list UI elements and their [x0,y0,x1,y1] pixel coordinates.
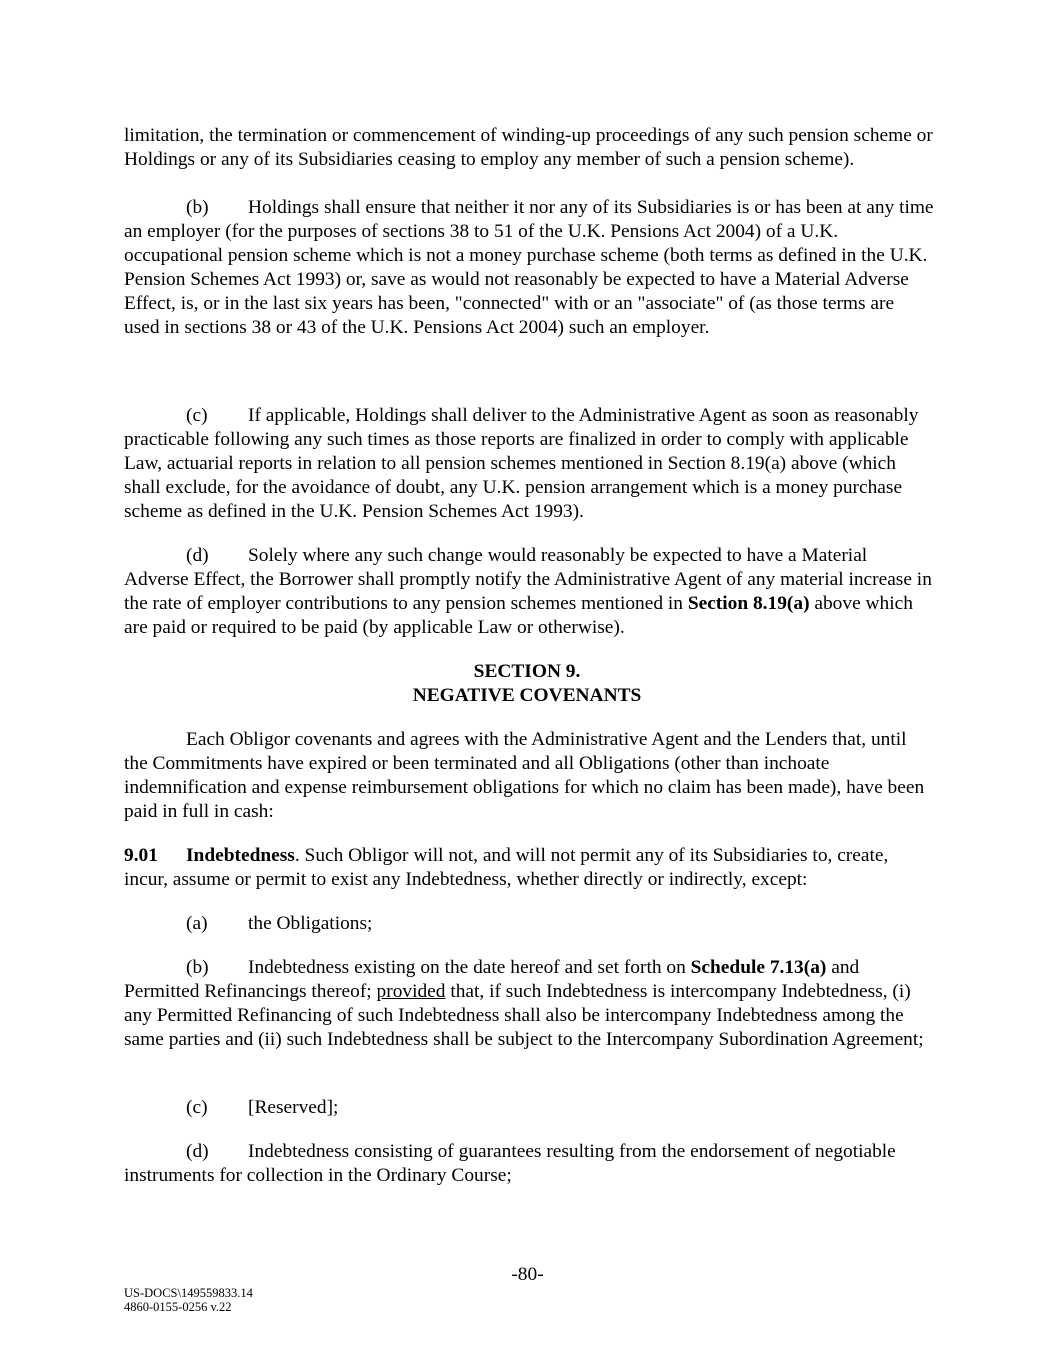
item-a [124,912,934,936]
covenant-intro [124,728,934,824]
subsection-text: . Such Obligor will not, and will not permit any of its Subsidiaries to, create, incur, assume or permit to exist any Indebtedness, whether directly or indirectly, except: [124,845,889,890]
section-heading [124,660,930,708]
paragraph-label: (c) [186,405,208,426]
schedule-reference: Schedule 7.13(a) [690,957,827,978]
item-d [124,1140,934,1188]
item-label: (a) [186,913,208,934]
section-reference: Section 8.19(a) [687,593,810,614]
item-text-end: that, if such Indebtedness is intercompany Indebtedness, (i) any Permitted Refinancing of such Indebtedness shall also be intercompany Indebtedness among the same parties and (ii) such Indebtedness shall be subject to the Intercompany Subordination Agreement; [124,981,924,1050]
item-c [124,1096,934,1120]
item-label: (b) [186,957,209,978]
item-text: the Obligations; [248,913,373,934]
item-b [124,956,934,1052]
subsection-number: 9.01 [124,845,158,866]
item-label: (d) [186,1141,209,1162]
paragraph-text: Holdings shall ensure that neither it nor any of its Subsidiaries is or has been at any time an employer (for the purposes of sections 38 to 51 of the U.K. Pensions Act 2004) of a U.K. occupational pension scheme which is not a money purchase scheme (both terms as defined in the U.K. Pension Schemes Act 1993) or, save as would not reasonably be expected to have a Material Adverse Effect, is, or in the last six years has been, "connected" with or an "associate" of (as those terms are used in sections 38 or 43 of the U.K. Pensions Act 2004) such an employer. [124,197,934,338]
paragraph-text: Solely where any such change would reasonably be expected to have a Material Adverse Effect, the Borrower shall promptly notify the Administrative Agent of any material increase in the rate of employer contributions to any pension schemes mentioned in [124,545,932,614]
provided-term: provided [376,981,446,1002]
continuation-paragraph: limitation, the termination or commencement of winding-up proceedings of any such pension scheme or Holdings or any of its Subsidiaries ceasing to employ any member of such a pension scheme). [124,125,933,170]
section-title: NEGATIVE COVENANTS [412,685,642,706]
item-text: [Reserved]; [248,1097,339,1118]
item-label: (c) [186,1097,208,1118]
item-text-mid: and Permitted Refinancings thereof; [124,957,860,1002]
pension-paragraph-c [124,404,934,524]
pension-paragraph-d [124,544,934,640]
paragraph-label: (b) [186,197,209,218]
paragraph-label: (d) [186,545,209,566]
page-number: -80- [511,1264,544,1285]
intro-text: Each Obligor covenants and agrees with the Administrative Agent and the Lenders that, until the Commitments have expired or been terminated and all Obligations (other than inchoate indemnification and expense reimbursement obligations for which no claim has been made), have been paid in full in cash: [124,729,925,822]
subsection-9-01 [124,844,934,892]
doc-id-version: 4860-0155-0256 v.22 [124,1300,232,1314]
subsection-heading: Indebtedness [186,845,295,866]
doc-id-primary: US-DOCS\149559833.14 [124,1286,253,1300]
paragraph-text: If applicable, Holdings shall deliver to the Administrative Agent as soon as reasonably practicable following any such times as those reports are finalized in order to comply with applicable Law, actuarial reports in relation to all pension schemes mentioned in Section 8.19(a) above (which shall exclude, for the avoidance of doubt, any U.K. pension arrangement which is a money purchase scheme as defined in the U.K. Pension Schemes Act 1993). [124,405,919,522]
pension-paragraph-b [124,196,934,340]
item-text: Indebtedness existing on the date hereof and set forth on [248,957,691,978]
paragraph-text-end: above which are paid or required to be paid (by applicable Law or otherwise). [124,593,913,638]
item-text: Indebtedness consisting of guarantees resulting from the endorsement of negotiable instruments for collection in the Ordinary Course; [124,1141,896,1186]
section-number: SECTION 9. [473,661,581,682]
